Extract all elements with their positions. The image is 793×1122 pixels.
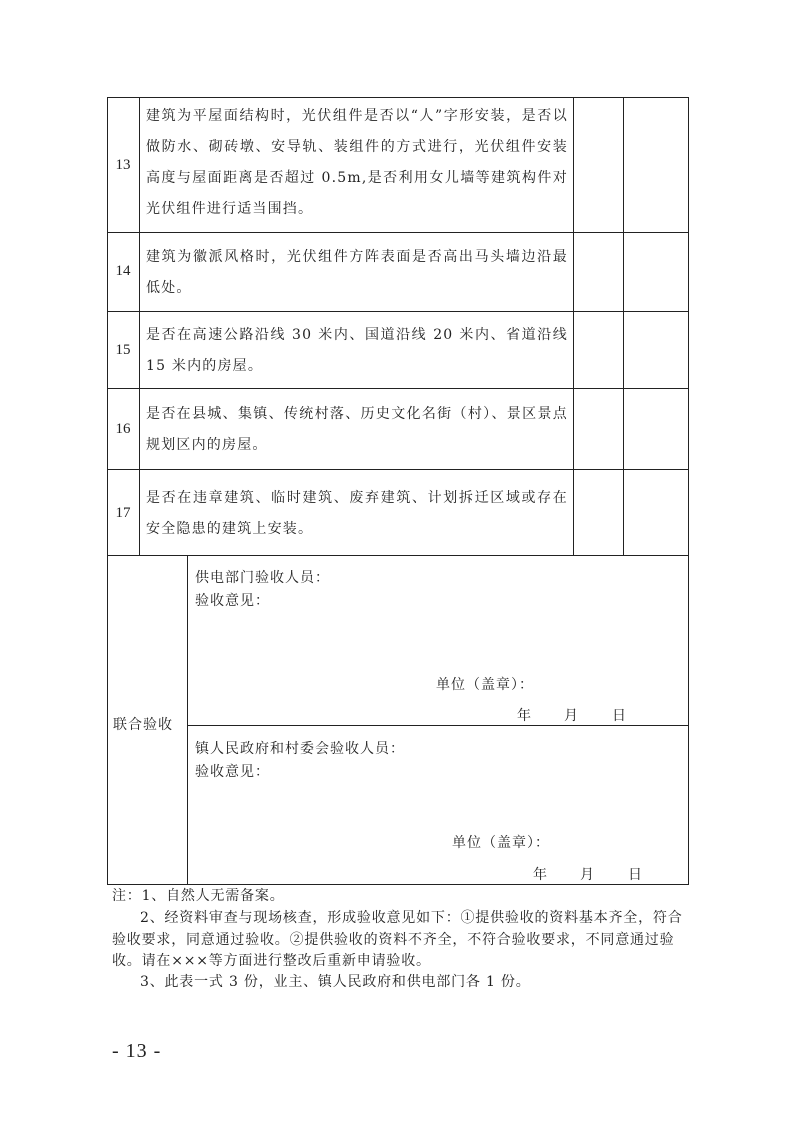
- row-text: 建筑为徽派风格时，光伏组件方阵表面是否高出马头墙边沿最低处。: [146, 249, 568, 296]
- row-text: 是否在县城、集镇、传统村落、历史文化名街（村）、景区景点规划区内的房屋。: [146, 406, 568, 453]
- row-text: 是否在违章建筑、临时建筑、废弃建筑、计划拆迁区域或存在安全隐患的建筑上安装。: [146, 490, 568, 537]
- power-unit-seal: 单位（盖章）：: [436, 677, 534, 693]
- note-2: 2、经资料审查与现场核查，形成验收意见如下：①提供验收的资料基本齐全，符合验收要求，同意通过验收。②提供验收的资料不齐全，不符合验收要求，不同意通过验收。请在×××等方面进行整改后重新申请验收。: [112, 910, 683, 969]
- town-year: 年: [533, 867, 548, 883]
- town-day: 日: [628, 867, 643, 883]
- row-number: 15: [115, 342, 131, 358]
- town-personnel-label: 镇人民政府和村委会验收人员：: [195, 741, 405, 757]
- power-opinion-label: 验收意见：: [195, 593, 270, 609]
- row-number: 17: [115, 505, 131, 521]
- page-number: - 13 -: [112, 1040, 162, 1062]
- town-month: 月: [580, 867, 595, 883]
- note-3: 3、此表一式 3 份，业主、镇人民政府和供电部门各 1 份。: [140, 974, 531, 990]
- row-text: 是否在高速公路沿线 30 米内、国道沿线 20 米内、省道沿线 15 米内的房屋。: [146, 327, 568, 374]
- note-1: 注：1、自然人无需备案。: [112, 888, 285, 904]
- row-number: 13: [115, 157, 131, 173]
- row-number: 14: [115, 263, 131, 279]
- town-unit-seal: 单位（盖章）：: [452, 835, 550, 851]
- power-year: 年: [517, 708, 532, 724]
- town-opinion-label: 验收意见：: [195, 764, 270, 780]
- power-personnel-label: 供电部门验收人员：: [195, 570, 330, 586]
- row-number: 16: [115, 421, 131, 437]
- joint-acceptance-label: 联合验收: [113, 717, 173, 733]
- power-day: 日: [612, 708, 627, 724]
- row-text: 建筑为平屋面结构时，光伏组件是否以“人”字形安装，是否以做防水、砌砖墩、安导轨、装组件的方式进行，光伏组件安装高度与屋面距离是否超过 0.5m,是否利用女儿墙等建筑构件对光伏组件进行适当围挡。: [146, 108, 568, 217]
- power-month: 月: [564, 708, 579, 724]
